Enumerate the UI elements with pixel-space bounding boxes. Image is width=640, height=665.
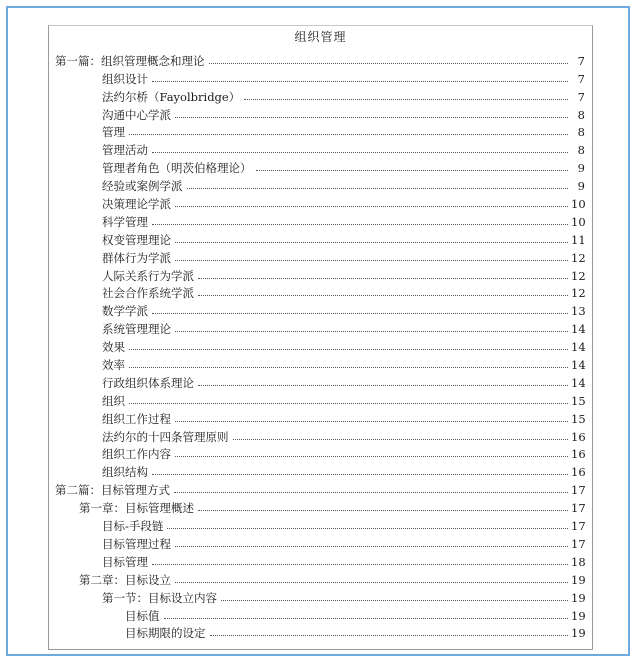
toc-entry-label: 第一篇：组织管理概念和理论 <box>55 53 205 68</box>
toc-entry[interactable] <box>55 390 585 408</box>
toc-entry-page: 10 <box>571 197 586 212</box>
toc-entry-page: 17 <box>571 501 586 516</box>
toc-entry-label: 第一章：目标管理概述 <box>79 501 194 516</box>
dot-leader <box>210 634 569 636</box>
toc-entry-label: 科学管理 <box>102 214 148 229</box>
toc-entry-label: 效率 <box>102 358 125 373</box>
toc-entry[interactable] <box>55 623 585 641</box>
dot-leader <box>198 384 568 386</box>
dot-leader <box>256 169 569 171</box>
toc-entry[interactable] <box>55 605 585 623</box>
toc-entry-page: 10 <box>571 214 586 229</box>
toc-entry[interactable] <box>55 444 585 462</box>
toc-entry-page: 11 <box>571 232 586 247</box>
toc-entry[interactable] <box>55 497 585 515</box>
toc-entry-label: 第二篇：目标管理方式 <box>55 483 170 498</box>
toc-entry-label: 目标-手段链 <box>102 519 164 534</box>
toc-entry[interactable] <box>55 354 585 372</box>
table-of-contents <box>55 50 585 640</box>
dot-leader <box>175 330 568 332</box>
toc-entry-page: 8 <box>577 143 585 158</box>
toc-entry-label: 数学学派 <box>102 304 148 319</box>
dot-leader <box>175 259 568 261</box>
dot-leader <box>167 527 568 529</box>
toc-entry-page: 7 <box>577 89 585 104</box>
toc-entry-label: 目标值 <box>125 608 160 623</box>
toc-entry[interactable] <box>55 122 585 140</box>
toc-entry[interactable] <box>55 372 585 390</box>
toc-entry-label: 管理活动 <box>102 143 148 158</box>
toc-entry[interactable] <box>55 50 585 68</box>
toc-entry-label: 组织工作过程 <box>102 411 171 426</box>
toc-entry-label: 决策理论学派 <box>102 197 171 212</box>
toc-entry[interactable] <box>55 283 585 301</box>
toc-entry-page: 9 <box>577 179 585 194</box>
toc-entry[interactable] <box>55 247 585 265</box>
toc-entry-label: 人际关系行为学派 <box>102 268 194 283</box>
toc-entry-label: 组织 <box>102 393 125 408</box>
dot-leader <box>198 294 568 296</box>
dot-leader <box>233 438 569 440</box>
toc-entry-page: 16 <box>571 447 586 462</box>
toc-entry-page: 19 <box>571 590 586 605</box>
dot-leader <box>152 223 568 225</box>
toc-entry-page: 17 <box>571 519 586 534</box>
dot-leader <box>129 348 568 350</box>
toc-entry-label: 社会合作系统学派 <box>102 286 194 301</box>
toc-entry[interactable] <box>55 229 585 247</box>
toc-entry[interactable] <box>55 68 585 86</box>
toc-entry-page: 12 <box>571 286 586 301</box>
dot-leader <box>198 277 568 279</box>
toc-entry-page: 8 <box>577 125 585 140</box>
toc-entry-page: 19 <box>571 626 586 641</box>
dot-leader <box>209 62 569 64</box>
dot-leader <box>129 366 568 368</box>
toc-entry-label: 组织工作内容 <box>102 447 171 462</box>
toc-entry-page: 12 <box>571 268 586 283</box>
dot-leader <box>175 205 568 207</box>
toc-entry[interactable] <box>55 587 585 605</box>
dot-leader <box>129 133 568 135</box>
toc-entry-page: 16 <box>571 429 586 444</box>
toc-entry[interactable] <box>55 336 585 354</box>
toc-entry-page: 15 <box>571 411 586 426</box>
toc-entry-label: 群体行为学派 <box>102 250 171 265</box>
toc-entry-page: 14 <box>571 358 586 373</box>
toc-entry-page: 14 <box>571 375 586 390</box>
toc-entry-page: 9 <box>577 161 585 176</box>
toc-entry-page: 13 <box>571 304 586 319</box>
toc-entry[interactable] <box>55 479 585 497</box>
dot-leader <box>175 420 568 422</box>
toc-entry[interactable] <box>55 408 585 426</box>
dot-leader <box>244 98 568 100</box>
toc-entry[interactable] <box>55 461 585 479</box>
toc-entry[interactable] <box>55 265 585 283</box>
toc-entry-page: 8 <box>577 107 585 122</box>
toc-entry[interactable] <box>55 175 585 193</box>
dot-leader <box>175 581 568 583</box>
toc-entry-page: 12 <box>571 250 586 265</box>
toc-entry-page: 7 <box>577 71 585 86</box>
toc-entry[interactable] <box>55 533 585 551</box>
toc-entry-label: 管理 <box>102 125 125 140</box>
toc-entry-label: 经验或案例学派 <box>102 179 183 194</box>
toc-entry-label: 目标管理过程 <box>102 536 171 551</box>
toc-entry-page: 16 <box>571 465 586 480</box>
toc-entry-label: 目标管理 <box>102 554 148 569</box>
dot-leader <box>152 80 568 82</box>
toc-entry-label: 沟通中心学派 <box>102 107 171 122</box>
toc-entry-page: 17 <box>571 483 586 498</box>
dot-leader <box>152 473 568 475</box>
toc-entry[interactable] <box>55 211 585 229</box>
toc-entry[interactable] <box>55 86 585 104</box>
toc-entry-label: 组织结构 <box>102 465 148 480</box>
dot-leader <box>175 455 568 457</box>
toc-entry-label: 第一节：目标设立内容 <box>102 590 217 605</box>
dot-leader <box>198 509 568 511</box>
dot-leader <box>174 491 568 493</box>
document-page <box>48 25 593 650</box>
toc-entry[interactable] <box>55 104 585 122</box>
toc-entry-label: 目标期限的设定 <box>125 626 206 641</box>
dot-leader <box>221 599 568 601</box>
dot-leader <box>129 402 568 404</box>
toc-entry-page: 19 <box>571 608 586 623</box>
page-frame <box>6 6 630 656</box>
toc-entry-label: 权变管理理论 <box>102 232 171 247</box>
dot-leader <box>175 241 568 243</box>
toc-entry-page: 19 <box>571 572 586 587</box>
toc-entry[interactable] <box>55 193 585 211</box>
dot-leader <box>187 187 569 189</box>
toc-entry[interactable] <box>55 318 585 336</box>
page-title: 组织管理 <box>294 30 347 44</box>
toc-entry[interactable] <box>55 139 585 157</box>
toc-entry-label: 法约尔桥（Fayolbridge） <box>102 89 241 104</box>
toc-entry-label: 行政组织体系理论 <box>102 375 194 390</box>
dot-leader <box>164 617 569 619</box>
toc-entry-label: 系统管理理论 <box>102 322 171 337</box>
toc-entry-label: 第二章：目标设立 <box>79 572 171 587</box>
toc-entry[interactable] <box>55 426 585 444</box>
toc-entry-label: 组织设计 <box>102 71 148 86</box>
toc-entry-page: 14 <box>571 340 586 355</box>
toc-entry-label: 法约尔的十四条管理原则 <box>102 429 229 444</box>
toc-entry-page: 17 <box>571 536 586 551</box>
toc-entry-page: 15 <box>571 393 586 408</box>
toc-entry[interactable] <box>55 157 585 175</box>
toc-entry[interactable] <box>55 515 585 533</box>
toc-entry[interactable] <box>55 300 585 318</box>
toc-entry[interactable] <box>55 551 585 569</box>
toc-entry-label: 效果 <box>102 340 125 355</box>
dot-leader <box>152 312 568 314</box>
toc-entry-page: 14 <box>571 322 586 337</box>
toc-entry-page: 18 <box>571 554 586 569</box>
toc-entry[interactable] <box>55 569 585 587</box>
toc-entry-page: 7 <box>577 53 585 68</box>
dot-leader <box>175 545 568 547</box>
dot-leader <box>152 151 568 153</box>
dot-leader <box>175 116 568 118</box>
dot-leader <box>152 563 568 565</box>
toc-entry-label: 管理者角色（明茨伯格理论） <box>102 161 252 176</box>
